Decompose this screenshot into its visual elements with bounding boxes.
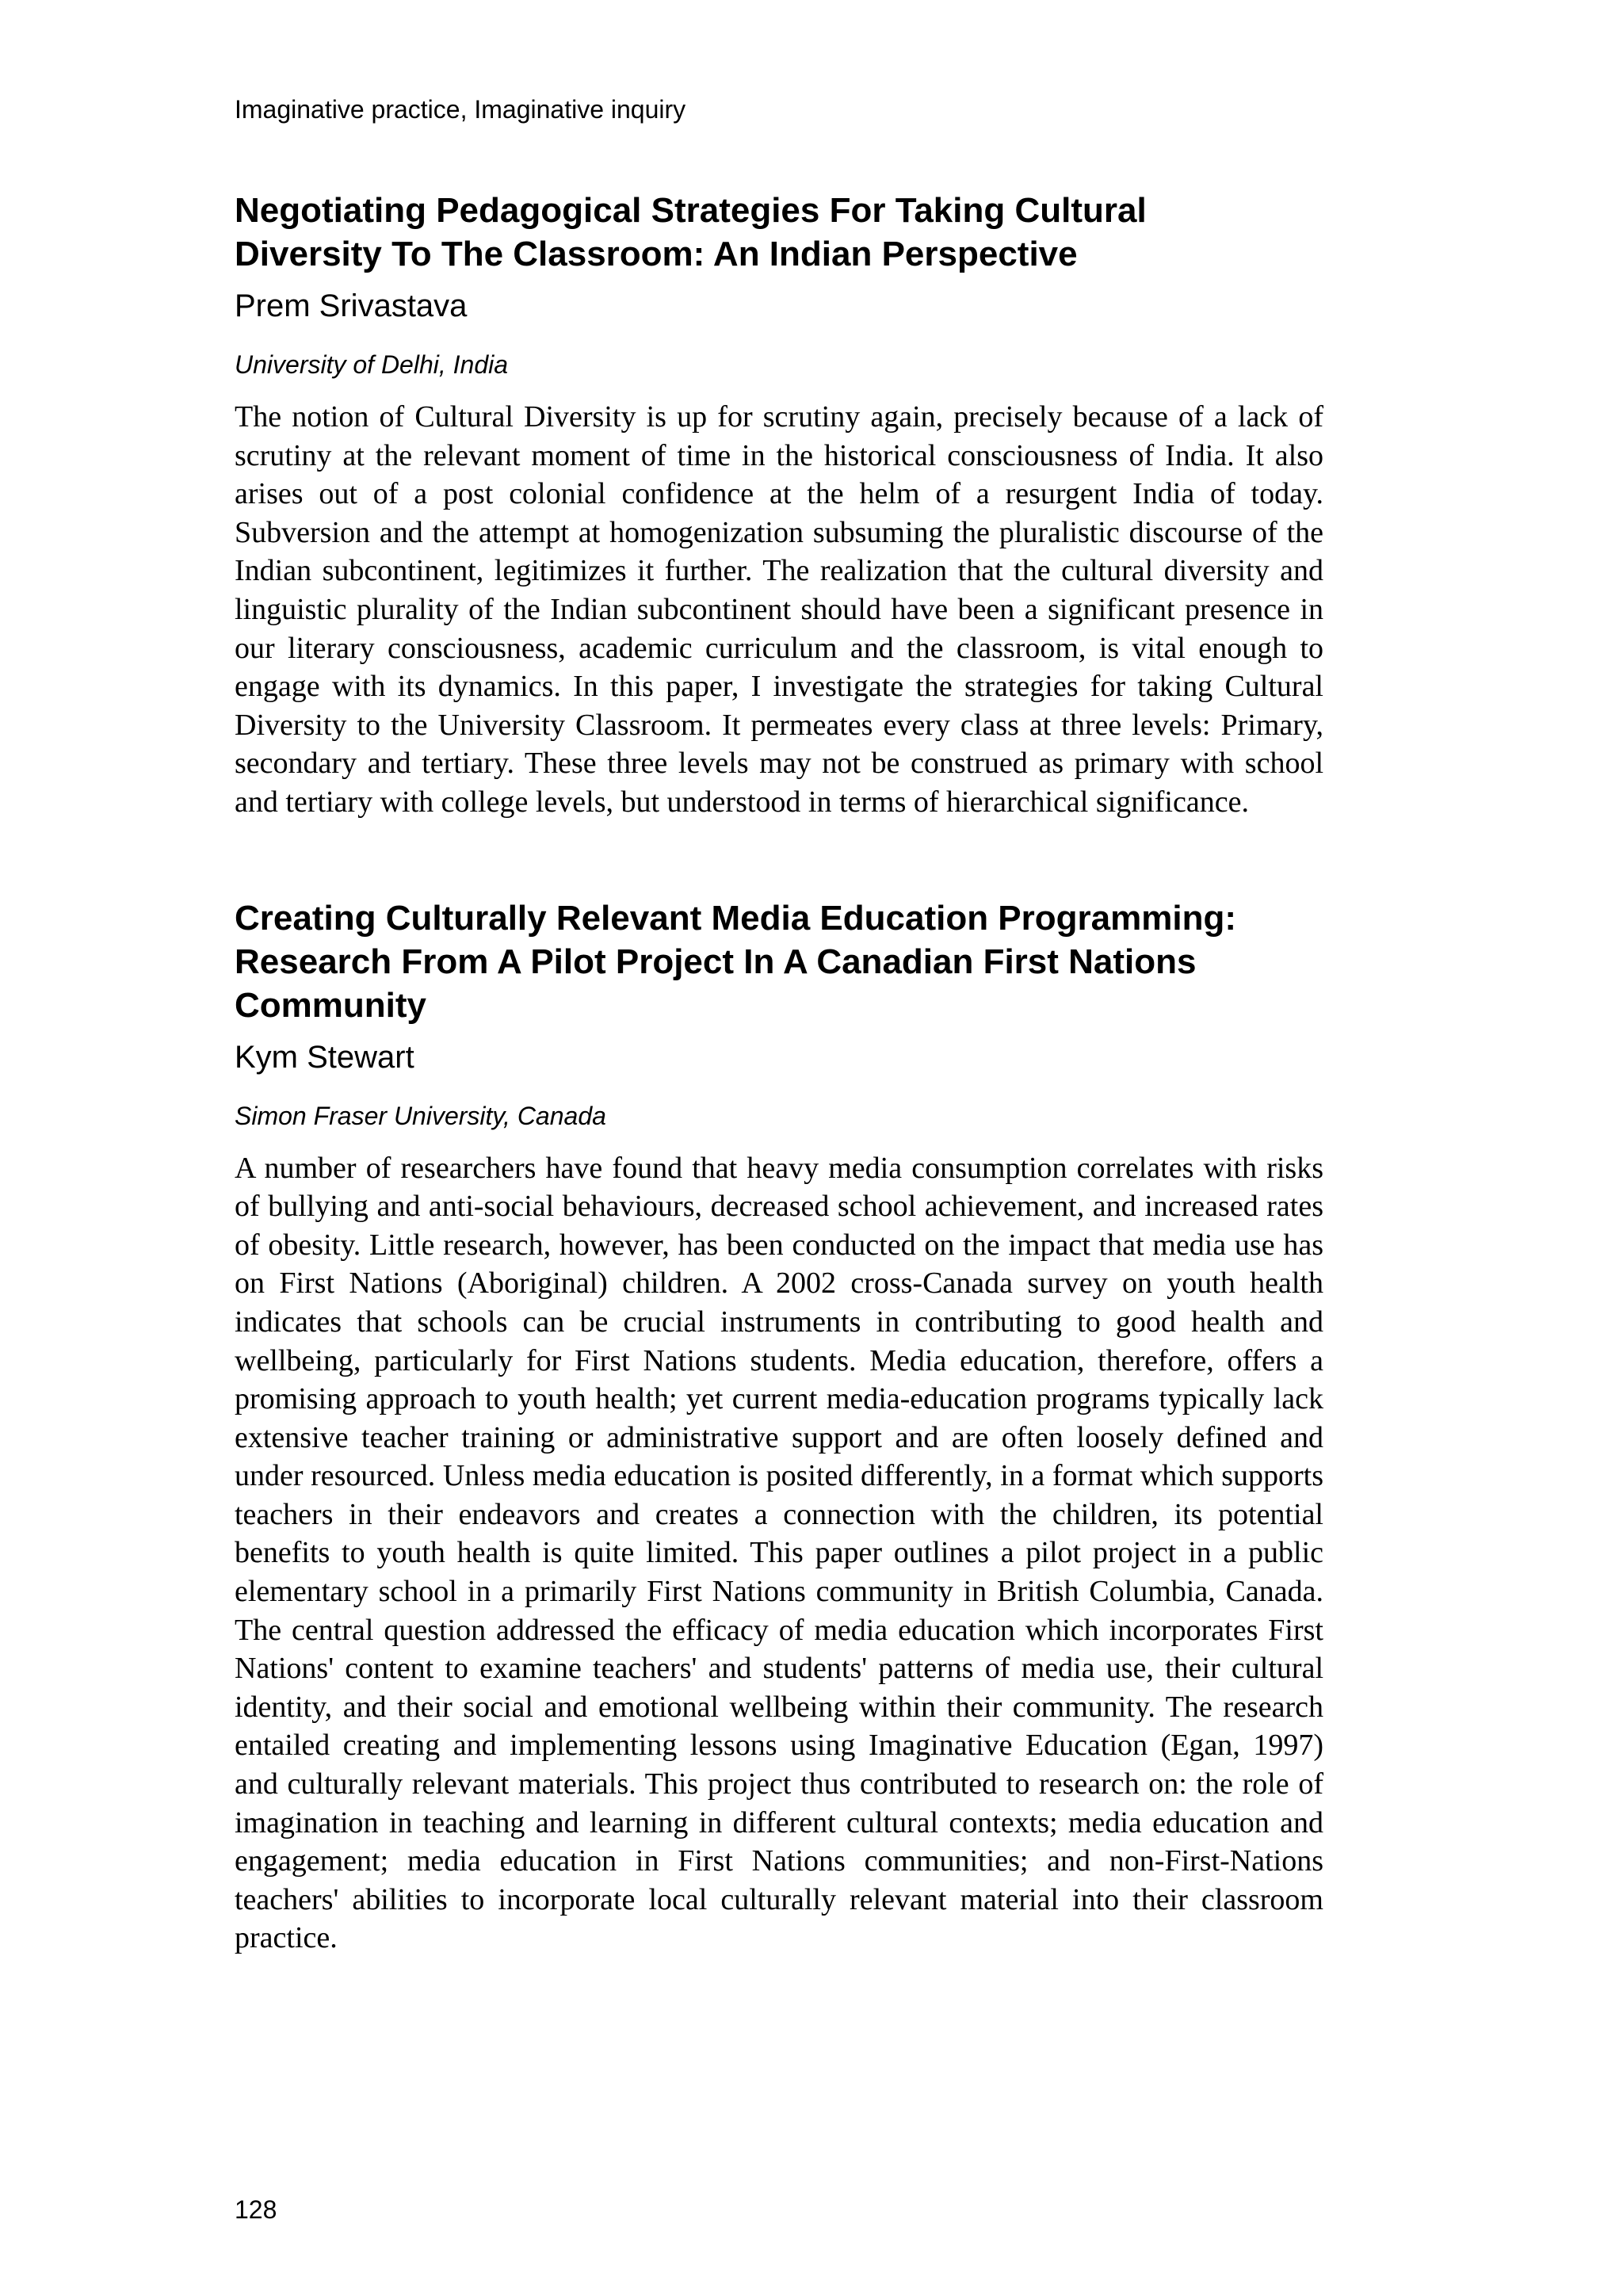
article-affiliation: Simon Fraser University, Canada xyxy=(235,1101,606,1130)
page-number: 128 xyxy=(235,2195,277,2224)
article-title: Creating Culturally Relevant Media Education Programming: Research From A Pilot Project In A Canadian First Nations Community xyxy=(235,898,1236,1025)
article-srivastava xyxy=(235,189,1323,822)
article-title: Negotiating Pedagogical Strategies For Taking Cultural Diversity To The Classroom: An Indian Perspective xyxy=(235,191,1147,273)
page-content xyxy=(235,189,1323,1958)
running-header: Imaginative practice, Imaginative inquiry xyxy=(235,95,686,124)
article-abstract: A number of researchers have found that heavy media consumption correlates with risks of bullying and anti-social behaviours, decreased school achievement, and increased rates of obesity. Little research, however, has been conducted on the impact that media use has on First Nations (Aboriginal) children. A 2002 cross-Canada survey on youth health indicates that schools can be crucial instruments in contributing to good health and wellbeing, particularly for First Nations students. Media education, therefore, offers a promising approach to youth health; yet current media-education programs typically lack extensive teacher training or administrative support and are often loosely defined and under resourced. Unless media education is posited differently, in a format which supports teachers in their endeavors and creates a connection with the children, its potential benefits to youth health is quite limited. This paper outlines a pilot project in a public elementary school in a primarily First Nations community in British Columbia, Canada. The central question addressed the efficacy of media education which incorporates First Nations' content to examine teachers' and students' patterns of media use, their cultural identity, and their social and emotional wellbeing within their community. The research entailed creating and implementing lessons using Imaginative Education (Egan, 1997) and culturally relevant materials. This project thus contributed to research on: the role of imagination in teaching and learning in different cultural contexts; media education and engagement; media education in First Nations communities; and non-First-Nations teachers' abilities to incorporate local culturally relevant material into their classroom practice. xyxy=(235,1151,1323,1955)
article-author: Prem Srivastava xyxy=(235,288,468,323)
article-stewart xyxy=(235,896,1323,1958)
article-affiliation: University of Delhi, India xyxy=(235,350,509,379)
article-abstract: The notion of Cultural Diversity is up for scrutiny again, precisely because of a lack of scrutiny at the relevant moment of time in the historical consciousness of India. It also arises out of a post colonial confidence at the helm of a resurgent India of today. Subversion and the attempt at homogenization subsuming the pluralistic discourse of the Indian subcontinent, legitimizes it further. The realization that the cultural diversity and linguistic plurality of the Indian subcontinent should have been a significant presence in our literary consciousness, academic curriculum and the classroom, is vital enough to engage with its dynamics. In this paper, I investigate the strategies for taking Cultural Diversity to the University Classroom. It permeates every class at three levels: Primary, secondary and tertiary. These three levels may not be construed as primary with school and tertiary with college levels, but understood in terms of hierarchical significance. xyxy=(235,400,1323,819)
article-author: Kym Stewart xyxy=(235,1039,414,1075)
